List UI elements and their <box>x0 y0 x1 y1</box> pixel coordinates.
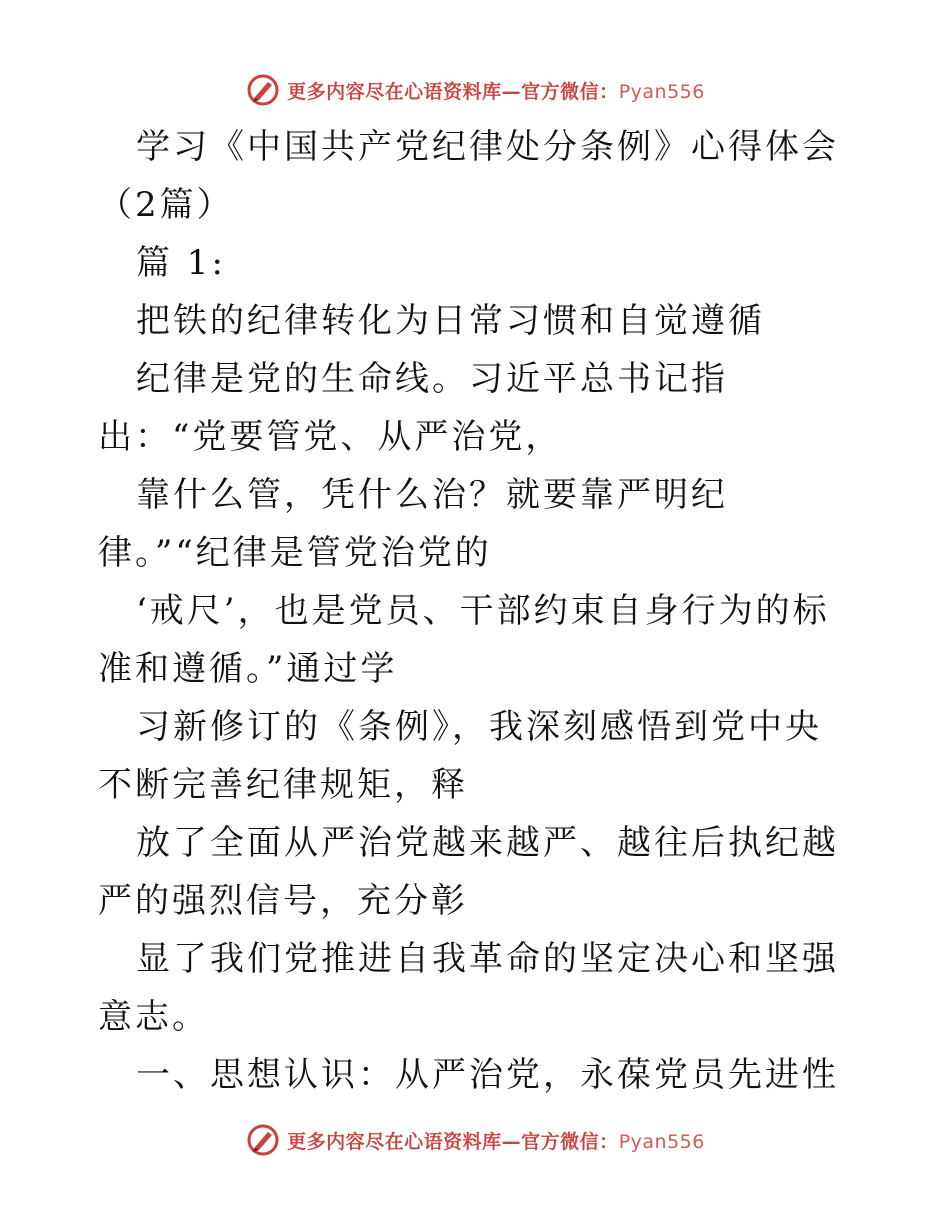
body-paragraph: 纪律是党的生命线。习近平总书记指出：“党要管党、从严治党， <box>98 359 728 457</box>
red-pen-circle-logo-icon <box>245 1122 281 1158</box>
banner-wechat-id: Pyan556 <box>618 80 705 103</box>
banner-text <box>287 77 705 104</box>
banner-official-label: 官方微信： <box>521 80 619 103</box>
banner-text <box>287 1127 705 1154</box>
footer-watermark-banner <box>0 1120 950 1160</box>
body-paragraph: 放了全面从严治党越来越严、越往后执纪越严的强烈信号，充分彰 <box>98 823 839 921</box>
body-paragraph: 习新修订的《条例》，我深刻感悟到党中央不断完善纪律规矩，释 <box>98 707 822 805</box>
banner-separator: — <box>501 80 522 103</box>
banner-wechat-id: Pyan556 <box>618 1130 705 1153</box>
header-watermark-banner <box>0 70 950 110</box>
body-paragraph: 显了我们党推进自我革命的坚定决心和坚强意志。 <box>98 939 839 1037</box>
banner-separator: — <box>501 1130 522 1153</box>
body-paragraph: 靠什么管，凭什么治？就要靠严明纪律。”“纪律是管党治党的 <box>98 475 728 573</box>
red-pen-circle-logo-icon <box>245 72 281 108</box>
banner-main-text: 更多内容尽在心语资料库 <box>287 80 502 103</box>
banner-main-text: 更多内容尽在心语资料库 <box>287 1130 502 1153</box>
body-paragraph: ‘戒尺’，也是党员、干部约束自身行为的标准和遵循。”通过学 <box>98 591 830 689</box>
document-body <box>98 118 858 1104</box>
section-label: 篇 1: <box>136 243 226 283</box>
subsection-heading: 一、思想认识：从严治党，永葆党员先进性 <box>136 1055 839 1095</box>
document-title: 学习《中国共产党纪律处分条例》心得体会（2篇） <box>98 127 839 225</box>
banner-official-label: 官方微信： <box>521 1130 619 1153</box>
article-heading: 把铁的纪律转化为日常习惯和自觉遵循 <box>136 301 765 341</box>
